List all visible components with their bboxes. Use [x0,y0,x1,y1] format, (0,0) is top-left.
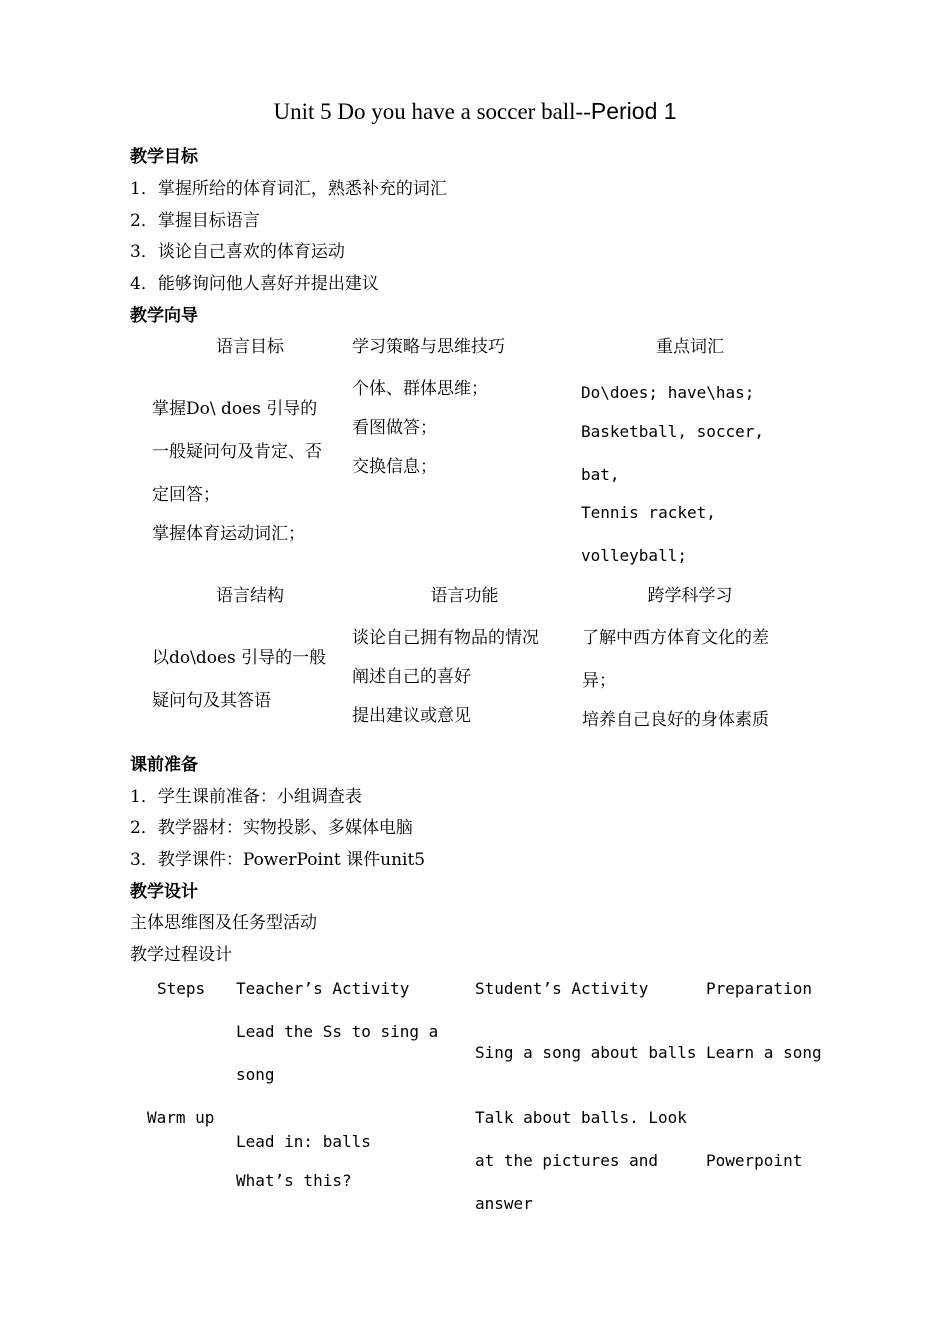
table1-col3-line: Basketball, soccer, [581,422,765,441]
table1-header-language-goals: 语言目标 [216,337,284,357]
table1-header-vocabulary: 重点词汇 [656,337,724,357]
steps-student-line: answer [475,1194,533,1213]
table1-col2-line: 看图做答； [352,418,437,438]
table2-header-function: 语言功能 [430,586,499,606]
steps-teacher-line: Lead the Ss to sing a [236,1022,439,1041]
steps-preparation-line: Learn a song [706,1043,822,1062]
steps-header-teacher: Teacher’s Activity [236,979,410,998]
page-title [0,98,950,125]
table1-col3-line: Tennis racket, [581,503,716,522]
table2-col3-line: 培养自己良好的身体素质 [582,710,769,730]
steps-header-preparation: Preparation [706,979,812,998]
design-line: 主体思维图及任务型活动 [130,913,317,933]
table2-header-cross-subject: 跨学科学习 [647,586,733,606]
table2-header-structure: 语言结构 [216,586,284,606]
table2-col3-line: 了解中西方体育文化的差 [582,628,769,648]
section-heading-design: 教学设计 [130,882,198,902]
steps-student-line: Sing a song about balls [475,1043,697,1062]
table2-col1-line: 以do\does 引导的一般 [152,648,327,668]
table1-col1-line: 掌握Do\ does 引导的 [152,399,318,419]
steps-teacher-line: What’s this? [236,1171,352,1190]
title-period: Period 1 [590,98,677,124]
steps-student-line: at the pictures and [475,1151,659,1170]
objective-item: 3．谈论自己喜欢的体育运动 [130,242,345,262]
section-heading-objectives: 教学目标 [130,147,198,167]
preparation-item: 2．教学器材：实物投影、多媒体电脑 [130,818,413,838]
table1-col3-line: Do\does; have\has; [581,383,755,402]
table1-col1-line: 掌握体育运动词汇； [152,524,305,544]
table1-col1-line: 一般疑问句及肯定、否 [152,442,322,462]
preparation-item: 1．学生课前准备：小组调查表 [130,787,362,807]
table1-col1-line: 定回答； [152,485,220,505]
objective-item: 2．掌握目标语言 [130,211,260,231]
design-line: 教学过程设计 [130,945,232,965]
objective-item: 4．能够询问他人喜好并提出建议 [130,274,379,294]
steps-header-student: Student’s Activity [475,979,649,998]
table1-header-strategies: 学习策略与思维技巧 [352,337,505,357]
table2-col2-line: 阐述自己的喜好 [352,667,471,687]
table2-col3-line: 异； [582,671,616,691]
table1-col2-line: 个体、群体思维； [352,379,488,399]
table2-col1-line: 疑问句及其答语 [152,691,271,711]
table1-col3-line: bat, [581,465,620,484]
steps-teacher-line: Lead in: balls [236,1132,371,1151]
steps-student-line: Talk about balls. Look [475,1108,687,1127]
table1-col3-line: volleyball; [581,546,687,565]
section-heading-guide: 教学向导 [130,306,198,326]
steps-teacher-line: song [236,1065,275,1084]
table2-col2-line: 谈论自己拥有物品的情况 [352,628,539,648]
preparation-item: 3．教学课件：PowerPoint 课件unit5 [130,850,426,870]
steps-header-steps: Steps [157,979,206,998]
steps-warmup-label: Warm up [147,1108,215,1127]
table1-col2-line: 交换信息； [352,457,437,477]
steps-preparation-line: Powerpoint [706,1151,803,1170]
title-main: Unit 5 Do you have a soccer ball-- [273,99,591,124]
table2-col2-line: 提出建议或意见 [352,706,471,726]
objective-item: 1．掌握所给的体育词汇，熟悉补充的词汇 [130,179,447,199]
section-heading-preparation: 课前准备 [130,755,198,775]
